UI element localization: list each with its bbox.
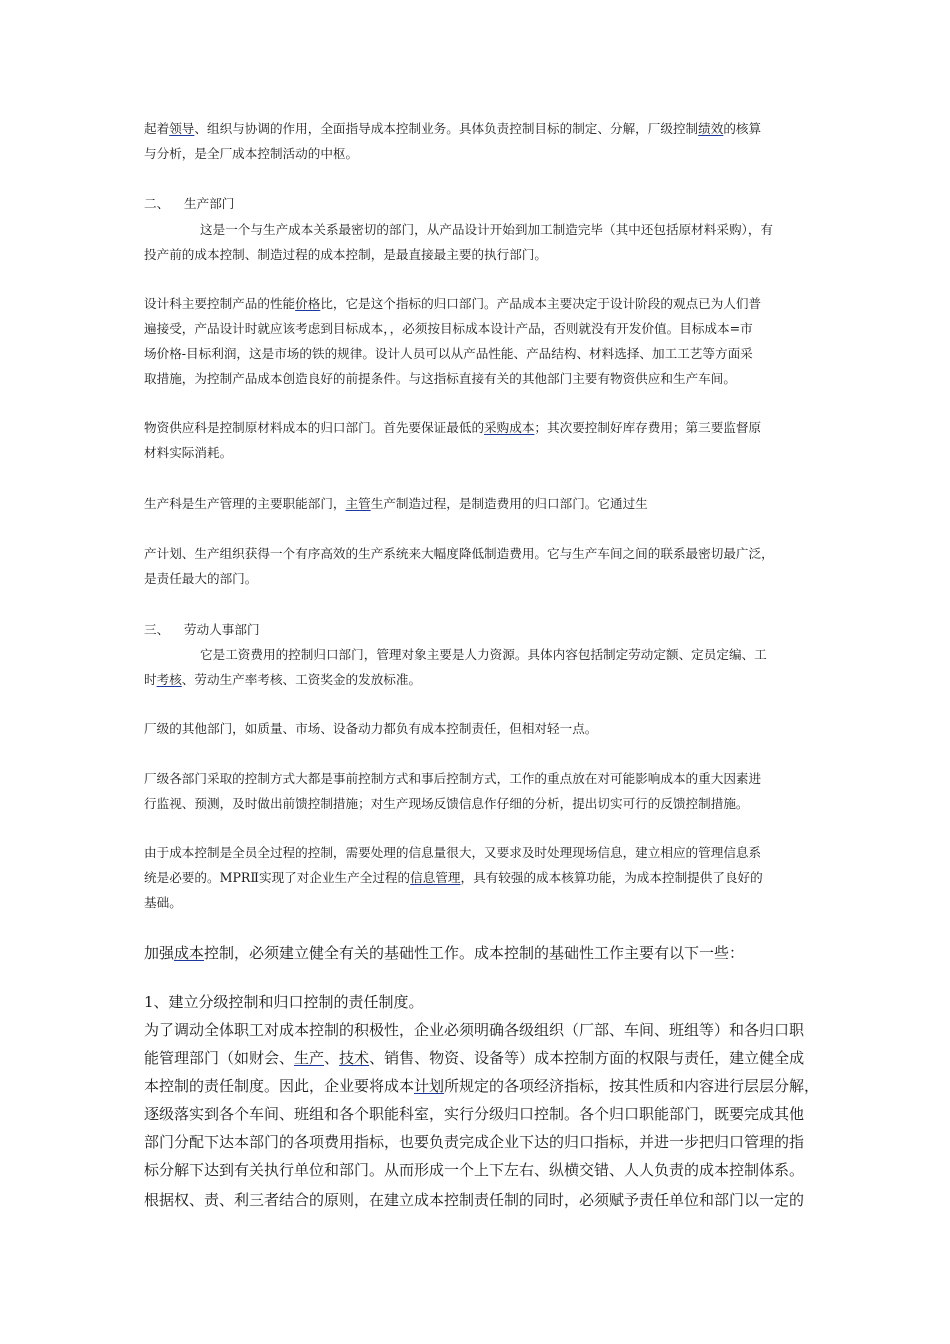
text-line: 标分解下达到有关执行单位和部门。从而形成一个上下左右、纵横交错、人人负责的成本控制体系。	[144, 1161, 805, 1179]
paragraph-10	[144, 840, 809, 915]
text-line: 遍接受，产品设计时就应该考虑到目标成本，，必须按目标成本设计产品，否则就没有开发价值。目标成本=市	[144, 321, 753, 336]
paragraph-11	[144, 939, 809, 967]
link-xinxi-guanli[interactable]: 信息管理	[410, 870, 461, 885]
section-number: 三、	[144, 622, 170, 637]
text-line	[144, 865, 809, 890]
text-line: 投产前的成本控制、制造过程的成本控制，是最直接最主要的执行部门。	[144, 247, 547, 262]
text-run: 、劳动生产率考核、工资奖金的发放标准。	[181, 672, 422, 687]
text-run: 本控制的责任制度。因此，企业要将成本	[144, 1077, 415, 1095]
link-kaohe[interactable]: 考核	[156, 672, 182, 687]
link-jishu[interactable]: 技术	[339, 1049, 370, 1067]
text-line	[144, 116, 809, 141]
text-run: 所规定的各项经济指标，按其性质和内容进行层层分解，	[444, 1077, 820, 1095]
text-run: 物资供应科是控制原材料成本的归口部门。首先要保证最低的	[144, 420, 485, 435]
paragraph-6	[144, 541, 809, 591]
text-line: 根据权、责、利三者结合的原则，在建立成本控制责任制的同时，必须赋予责任单位和部门以一定的	[144, 1191, 805, 1209]
subheading: 1、建立分级控制和归口控制的责任制度。	[144, 993, 424, 1011]
text-line: 由于成本控制是全员全过程的控制，需要处理的信息量很大，又要求及时处理现场信息，建立相应的管理信息系	[144, 845, 762, 860]
text-line: 厂级各部门采取的控制方式大都是事前控制方式和事后控制方式，工作的重点放在对可能影响成本的重大因素进	[144, 771, 762, 786]
text-line: 这是一个与生产成本关系最密切的部门，从产品设计开始到加工制造完毕（其中还包括原材料采购），有	[200, 222, 774, 237]
paragraph-13	[144, 1186, 809, 1214]
link-jixiao[interactable]: 绩效	[698, 121, 724, 136]
link-caigou-chengben[interactable]: 采购成本	[484, 420, 535, 435]
paragraph-9	[144, 766, 809, 816]
link-zhuguan[interactable]: 主管	[345, 496, 371, 511]
link-shengchan[interactable]: 生产	[294, 1049, 325, 1067]
text-line: 与分析，是全厂成本控制活动的中枢。	[144, 146, 359, 161]
paragraph-12	[144, 988, 820, 1184]
text-run: 统是必要的。MPRⅡ实现了对企业生产全过程的	[144, 870, 411, 885]
text-run: 、	[324, 1049, 340, 1067]
text-run: 加强	[144, 944, 175, 962]
paragraph-2	[144, 217, 809, 267]
text-line: 产计划、生产组织获得一个有序高效的生产系统来大幅度降低制造费用。它与生产车间之间的联系最密切最广泛，	[144, 546, 774, 561]
text-run: 生产科是生产管理的主要职能部门，	[144, 496, 346, 511]
section-title: 劳动人事部门	[184, 622, 260, 637]
text-run: 的核算	[723, 121, 762, 136]
text-line: 逐级落实到各个车间、班组和各个职能科室，实行分级归口控制。各个归口职能部门，既要完成其他	[144, 1105, 805, 1123]
text-line: 基础。	[144, 895, 182, 910]
text-run: ，具有较强的成本核算功能，为成本控制提供了良好的	[460, 870, 763, 885]
text-line: 它是工资费用的控制归口部门，管理对象主要是人力资源。具体内容包括制定劳动定额、定员定编、工	[200, 647, 767, 662]
paragraph-5	[144, 491, 809, 516]
paragraph-7	[144, 642, 809, 692]
section-heading-2	[144, 191, 809, 216]
link-lingdao[interactable]: 领导	[169, 121, 195, 136]
link-jihua[interactable]: 计划	[414, 1077, 445, 1095]
text-run: 能管理部门（如财会、	[144, 1049, 295, 1067]
text-line	[144, 1072, 820, 1100]
paragraph-4	[144, 415, 809, 465]
text-run: 控制，必须建立健全有关的基础性工作。成本控制的基础性工作主要有以下一些：	[204, 944, 745, 962]
text-line: 厂级的其他部门，如质量、市场、设备动力都负有成本控制责任，但相对轻一点。	[144, 721, 598, 736]
text-line	[144, 291, 809, 316]
section-number: 二、	[144, 196, 170, 211]
paragraph-8	[144, 716, 809, 741]
section-title: 生产部门	[184, 196, 235, 211]
text-run: 比，它是这个指标的归口部门。产品成本主要决定于设计阶段的观点已为人们普	[320, 296, 762, 311]
text-line	[144, 1044, 809, 1072]
text-run: 起着	[144, 121, 170, 136]
text-run: 生产制造过程，是制造费用的归口部门。它通过生	[370, 496, 648, 511]
paragraph-1	[144, 116, 809, 166]
text-run: 设计科主要控制产品的性能	[144, 296, 296, 311]
text-line: 为了调动全体职工对成本控制的积极性，企业必须明确各级组织（厂部、车间、班组等）和各归口职	[144, 1021, 805, 1039]
text-run: ；其次要控制好库存费用；第三要监督原	[534, 420, 762, 435]
text-line: 场价格-目标利润，这是市场的铁的规律。设计人员可以从产品性能、产品结构、材料选择、加工工艺等方面采	[144, 346, 753, 361]
text-line: 材料实际消耗。	[144, 445, 233, 460]
text-line	[144, 939, 809, 967]
text-line	[144, 491, 809, 516]
link-chengben[interactable]: 成本	[174, 944, 205, 962]
paragraph-3	[144, 291, 809, 391]
text-line: 是责任最大的部门。	[144, 571, 258, 586]
text-line: 部门分配下达本部门的各项费用指标，也要负责完成企业下达的归口指标，并进一步把归口管理的指	[144, 1133, 805, 1151]
text-line	[144, 667, 809, 692]
text-line: 行监视、预测，及时做出前馈控制措施；对生产现场反馈信息作仔细的分析，提出切实可行的反馈控制措施。	[144, 796, 749, 811]
text-line	[144, 415, 809, 440]
text-line: 取措施，为控制产品成本创造良好的前提条件。与这指标直接有关的其他部门主要有物资供应和生产车间。	[144, 371, 736, 386]
text-run: 、销售、物资、设备等）成本控制方面的权限与责任，建立健全成	[369, 1049, 805, 1067]
text-run: 时	[144, 672, 157, 687]
section-heading-3	[144, 617, 809, 642]
link-jiage[interactable]: 价格	[295, 296, 321, 311]
text-run: 、组织与协调的作用，全面指导成本控制业务。具体负责控制目标的制定、分解，厂级控制	[194, 121, 699, 136]
